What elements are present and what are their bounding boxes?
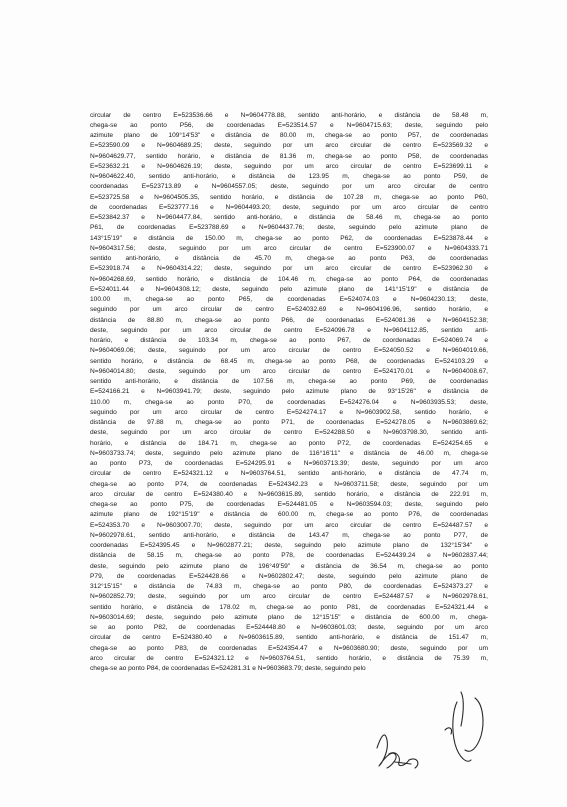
text-line: chega-se ao ponto P74, de coordenadas E=524342.23 e N=9603711.58; deste, seguindo por um	[90, 480, 488, 488]
text-line: E=523590.09 e N=9604689.25; deste, seguindo por um arco circular de centro E=523569.32 e	[90, 142, 488, 150]
text-line: coordenadas E=523713.89 e N=9604557.05; deste, seguindo por um arco circular de centro	[90, 183, 488, 191]
text-line: arco circular de centro E=524321.12 e N=9603764.51, sentido horário, e distância de 75.39 m,	[90, 654, 488, 662]
text-line: deste, seguindo por um arco circular de centro E=524288.50 e N=9603798.30, sentido anti-	[90, 429, 488, 437]
text-line: chega-se ao ponto P83, de coordenadas E=524354.47 e N=9603680.90; deste, seguindo por um	[90, 644, 488, 652]
text-line: N=9603014.69; deste, seguindo pelo azimute plano de 12°15'15" e distância de 600.00 m, chega-	[90, 613, 488, 621]
text-line: sentido anti-horário, e distância de 107.56 m, chega-se ao ponto P69, de coordenadas	[90, 378, 488, 385]
text-line: deste, seguindo pelo azimute plano de 196°49'59" e distância de 36.54 m, chega-se ao ponto	[90, 562, 488, 570]
text-line: N=9602852.79; deste, seguindo por um arco circular de centro E=524487.57 e N=9602978.61,	[90, 593, 488, 601]
text-line: P61, de coordenadas E=523788.69 e N=9604437.76; deste, seguindo pelo azimute plano de	[90, 224, 488, 232]
text-line: chega-se ao ponto P75, de coordenadas E=524481.05 e N=9603594.03; deste, seguindo pelo	[90, 501, 488, 508]
text-line: N=9603733.74; deste, seguindo pelo azimute plano de 116°16'11" e distância de 46.00 m, chega-se	[90, 449, 488, 457]
text-line: E=524353.70 e N=9603007.70; deste, seguindo por um arco circular de centro E=524487.57 e	[90, 521, 488, 529]
text-line: N=9604069.06; deste, seguindo por um arco circular de centro E=524050.52 e N=9604019.66,	[90, 347, 488, 355]
text-line: chega-se ao ponto P84, de coordenadas E=524281.31 e N=9603683.79; deste, seguindo pelo	[90, 665, 366, 672]
text-line: horário, e distância de 103.34 m, chega-se ao ponto P67, de coordenadas E=524069.74 e	[90, 337, 488, 344]
text-line: N=9604268.69, sentido horário, e distância de 104.46 m, chega-se ao ponto P64, de coordenadas	[90, 275, 488, 283]
text-line: E=523725.58 e N=9604505.35, sentido horário, e distância de 107.28 m, chega-se ao ponto P60,	[90, 193, 488, 201]
text-line: distância de 97.88 m, chega-se ao ponto P71, de coordenadas E=524278.05 e N=9603869.62;	[90, 419, 488, 426]
text-line: sentido anti-horário, e distância de 45.70 m, chega-se ao ponto P63, de coordenadas	[90, 255, 488, 262]
text-line: E=523918.74 e N=9604314.22; deste, seguindo por um arco circular de centro E=523962.30 e	[90, 265, 488, 273]
document-body	[90, 111, 488, 675]
text-line: N=9604014.80; deste, seguindo por um arco circular de centro E=524170.01 e N=9604008.67,	[90, 367, 488, 375]
handwritten-signature	[365, 670, 515, 780]
text-line: chega-se ao ponto P56, de coordenadas E=523514.57 e N=9604715.63; deste, seguindo pelo	[90, 121, 488, 129]
text-line: N=9604317.56; deste, seguindo por um arco circular de centro E=523900.07 e N=9604333.71	[90, 244, 488, 252]
text-line: horário, e distância de 184.71 m, chega-se ao ponto P72, de coordenadas E=524254.65 e	[90, 439, 488, 447]
text-line: coordenadas E=524395.45 e N=9602877.21; deste, seguindo pelo azimute plano de 132°15'34" e	[90, 542, 488, 549]
text-line: P79, de coordenadas E=524428.66 e N=9602802.47; deste, seguindo pelo azimute plano de	[90, 572, 488, 580]
text-line: de coordenadas E=523777.16 e N=9604493.20; deste, seguindo por um arco circular de centro	[90, 203, 488, 211]
text-line: 312°15'15" e distância de 74.83 m, chega-se ao ponto P80, de coordenadas E=524373.27 e	[90, 583, 488, 590]
text-line: E=523632.21 e N=9604626.19; deste, seguindo por um arco circular de centro E=523699.11 e	[90, 162, 488, 170]
text-line: 143°15'19" e distância de 150.00 m, chega-se ao ponto P62, de coordenadas E=523878.44 e	[90, 234, 488, 242]
text-line: azimute plano de 192°15'19" e distância de 600.00 m, chega-se ao ponto P76, de coordenadas	[90, 511, 488, 519]
text-line: N=9602978.61, sentido anti-horário, e distância de 143.47 m, chega-se ao ponto P77, de	[90, 531, 488, 539]
text-line: E=523842.37 e N=9604477.84, sentido anti-horário, e distância de 58.46 m, chega-se ao ponto	[90, 214, 488, 221]
text-line: 110.00 m, chega-se ao ponto P70, de coordenadas E=524276.04 e N=9603935.53; deste,	[90, 398, 488, 406]
text-line: N=9604622.40, sentido anti-horário, e distância de 123.95 m, chega-se ao ponto P59, de	[90, 173, 488, 180]
text-line: E=524166.21 e N=9603941.79; deste, seguindo pelo azimute plano de 93°15'26" e distância de	[90, 388, 488, 396]
text-line: sentido horário, e distância de 178.02 m, chega-se ao ponto P81, de coordenadas E=524321.44 e	[90, 603, 488, 611]
text-line: circular de centro E=524380.40 e N=9603615.89, sentido anti-horário, e distância de 151.47 m,	[90, 634, 488, 642]
text-line: se ao ponto P82, de coordenadas E=524448.80 e N=9603601.03; deste, seguindo por um arco	[90, 624, 488, 631]
text-line: N=9604629.77, sentido horário, e distância de 81.36 m, chega-se ao ponto P58, de coordenadas	[90, 152, 488, 160]
text-line: ao ponto P73, de coordenadas E=524295.91 e N=9603713.39; deste, seguindo por um arco	[90, 460, 488, 467]
text-line: 100.00 m, chega-se ao ponto P65, de coordenadas E=524074.03 e N=9604230.13; deste,	[90, 296, 488, 303]
text-line: arco circular de centro E=524380.40 e N=9603615.89, sentido horário, e distância de 222.91 m,	[90, 490, 488, 498]
text-line: deste, seguindo por um arco circular de centro E=524096.78 e N=9604112.85, sentido anti-	[90, 326, 488, 334]
text-line: seguindo por um arco circular de centro E=524032.69 e N=9604196.96, sentido horário, e	[90, 306, 488, 314]
text-line: sentido horário, e distância de 68.45 m, chega-se ao ponto P68, de coordenadas E=524103.29 e	[90, 357, 488, 365]
text-line: circular de centro E=524321.12 e N=9603764.51, sentido anti-horário, e distância de 47.74 m,	[90, 470, 488, 478]
text-line: circular de centro E=523536.66 e N=9604778.88, sentido anti-horário, e distância de 58.48 m,	[90, 111, 488, 119]
text-line: E=524011.44 e N=9604308.12; deste, seguindo pelo azimute plano de 141°15'19" e distância de	[90, 285, 488, 293]
text-line: distância de 88.80 m, chega-se ao ponto P66, de coordenadas E=524081.36 e N=9604152.38;	[90, 316, 488, 324]
text-line: seguindo por um arco circular de centro E=524274.17 e N=9603902.58, sentido horário, e	[90, 408, 488, 416]
text-line: azimute plano de 109°14'53" e distância de 80.00 m, chega-se ao ponto P57, de coordenadas	[90, 132, 488, 139]
text-line: distância de 58.15 m, chega-se ao ponto P78, de coordenadas E=524439.24 e N=9602837.44;	[90, 552, 488, 560]
